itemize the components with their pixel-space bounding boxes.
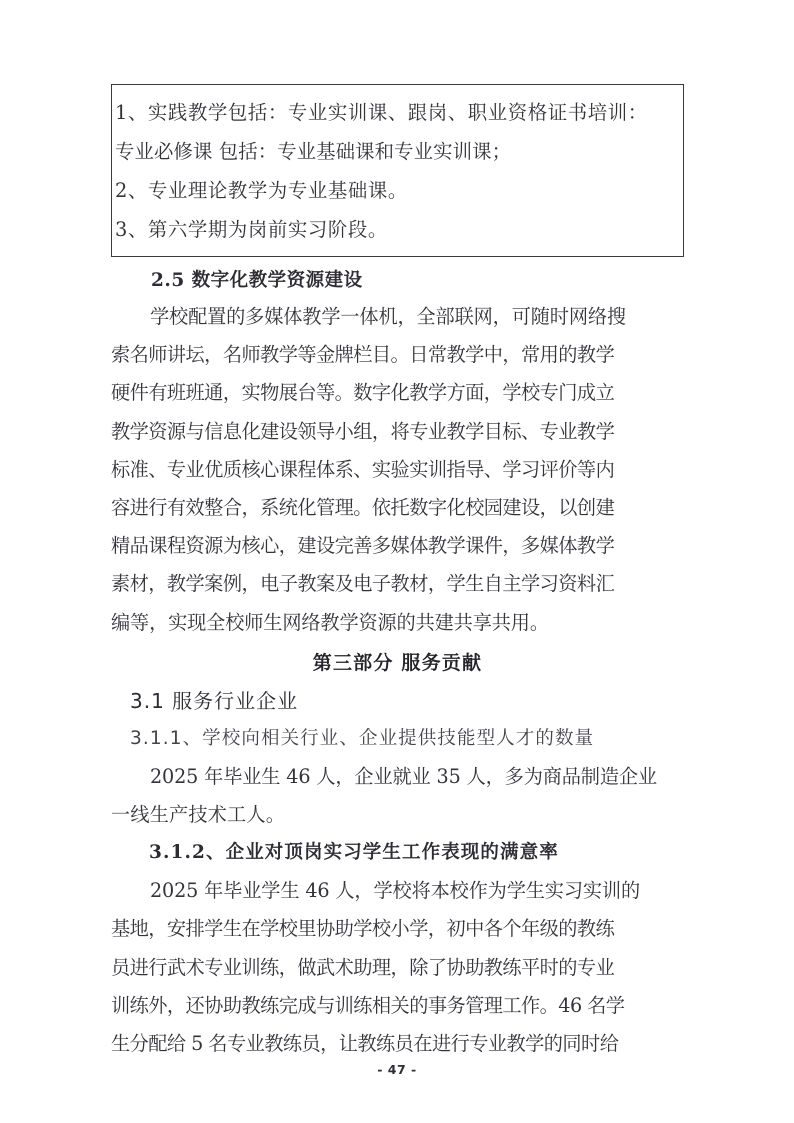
paragraph-3-1-1 [111,758,684,834]
paragraph-line: 硬件有班班通，实物展台等。数字化教学方面，学校专门成立 [111,381,615,405]
note-box-line-4: 3、第六学期为岗前实习阶段。 [115,218,388,241]
heading-3-1: 3.1 服务行业企业 [130,688,299,713]
note-box [111,84,684,257]
paragraph-line: 容进行有效整合，系统化管理。依托数字化校园建设，以创建 [111,496,615,520]
paragraph-line: 素材，教学案例，电子教案及电子教材，学生自主学习资料汇 [111,572,615,596]
note-box-line-1: 1、实践教学包括：专业实训课、跟岗、职业资格证书培训： [115,101,648,124]
heading-3-1-1: 3.1.1、学校向相关行业、企业提供技能型人才的数量 [130,727,595,749]
paragraph-line: 标准、专业优质核心课程体系、实验实训指导、学习评价等内 [111,457,615,481]
paragraph-3-1-2 [111,872,684,1063]
page-number: - 47 - [377,1062,417,1077]
paragraph-line: 训练外，还协助教练完成与训练相关的事务管理工作。46 名学 [111,993,625,1017]
paragraph-line: 员进行武术专业训练，做武术助理，除了协助教练平时的专业 [111,955,615,979]
heading-2-5: 2.5 数字化教学资源建设 [151,270,363,291]
paragraph-line: 索名师讲坛，名师教学等金牌栏目。日常教学中，常用的教学 [111,343,615,367]
note-box-line-3: 2、专业理论教学为专业基础课。 [115,179,408,202]
document-content [111,84,684,1063]
heading-part-three: 第三部分 服务贡献 [312,651,483,674]
heading-3-1-2: 3.1.2、企业对顶岗实习学生工作表现的满意率 [149,842,559,864]
paragraph-line: 教学资源与信息化建设领导小组，将专业教学目标、专业教学 [111,419,615,443]
paragraph-line: 2025 年毕业生 46 人，企业就业 35 人，多为商品制造企业 [150,764,657,788]
paragraph-line: 生分配给 5 名专业教练员，让教练员在进行专业教学的同时给 [111,1032,619,1056]
note-box-line-2: 专业必修课 包括：专业基础课和专业实训课； [115,140,512,163]
paragraph-line: 学校配置的多媒体教学一体机，全部联网，可随时网络搜 [150,305,626,328]
paragraph-line: 编等，实现全校师生网络教学资源的共建共享共用。 [111,610,549,634]
paragraph-line: 基地，安排学生在学校里协助学校小学，初中各个年级的教练 [111,917,615,941]
paragraph-2-5 [111,298,684,642]
paragraph-line: 一线生产技术工人。 [111,803,286,827]
paragraph-line: 精品课程资源为核心，建设完善多媒体教学课件，多媒体教学 [111,534,615,558]
paragraph-line: 2025 年毕业学生 46 人，学校将本校作为学生实习实训的 [150,879,640,903]
